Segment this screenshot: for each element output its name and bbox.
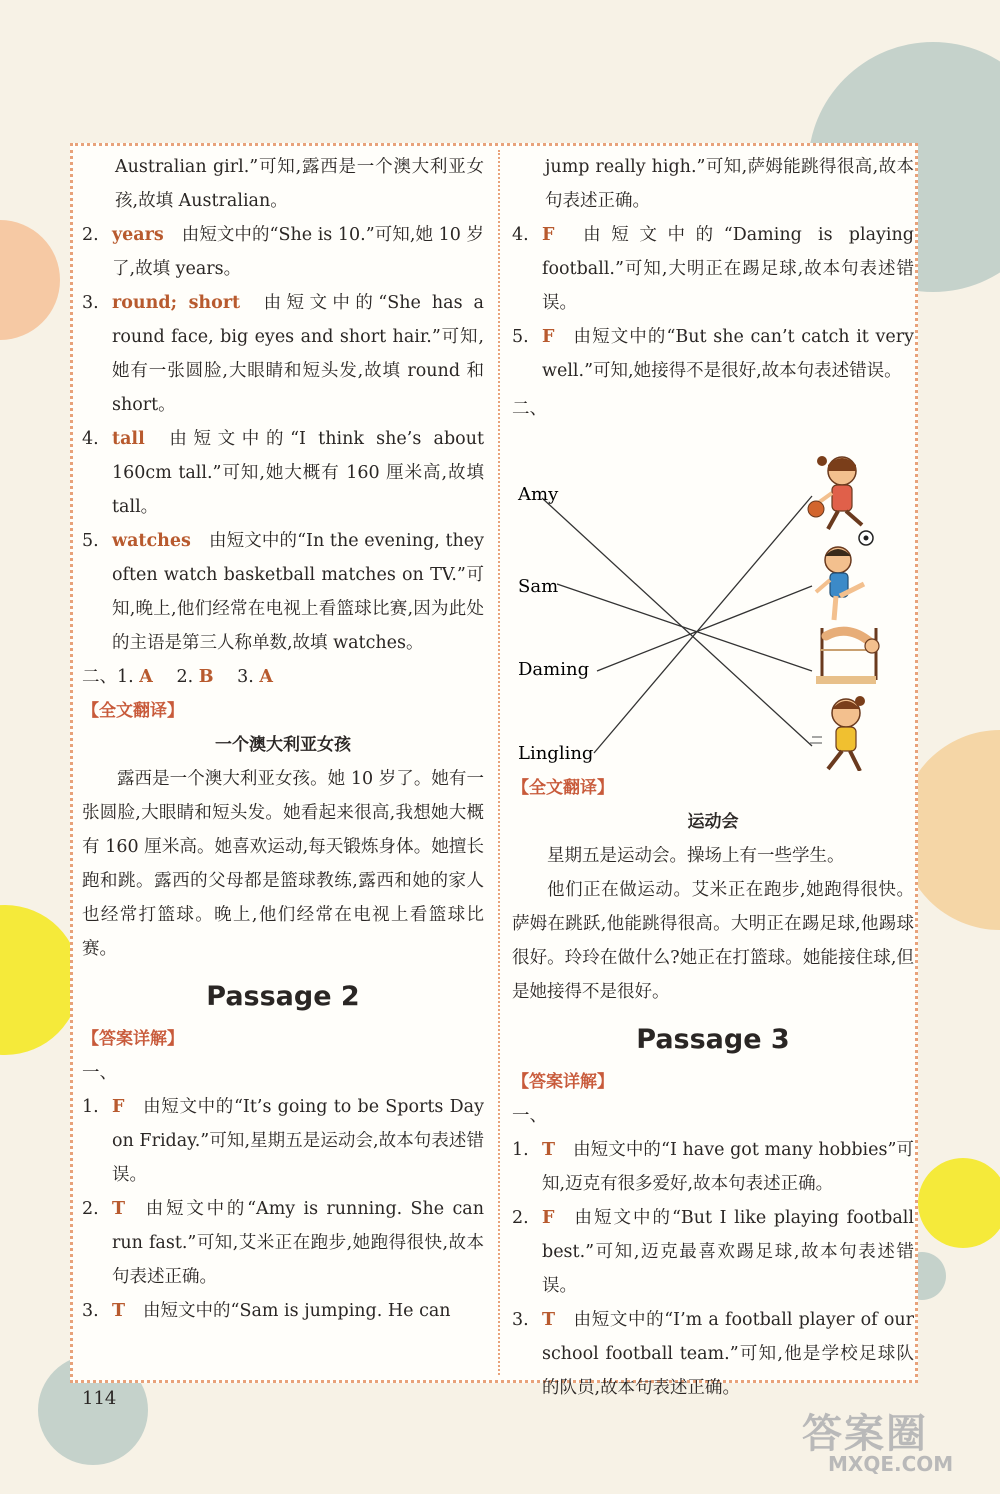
item-answer: F xyxy=(542,1208,555,1228)
translation-title: 一个澳大利亚女孩 xyxy=(215,735,351,755)
answer-tag: 【答案详解】 xyxy=(82,1029,184,1049)
item-body xyxy=(112,524,484,660)
item-body xyxy=(545,150,914,218)
item-body xyxy=(115,150,484,218)
name-lingling: Lingling xyxy=(518,743,594,764)
decor-circle-yellow-right xyxy=(918,1158,1000,1248)
answer-2: B xyxy=(198,667,214,687)
running-girl-icon xyxy=(810,696,865,771)
high-jump-icon xyxy=(816,628,879,684)
item-answer: T xyxy=(542,1310,556,1330)
item-answer: tall xyxy=(112,429,145,449)
name-sam: Sam xyxy=(518,576,559,597)
translation-text: 露西是一个澳大利亚女孩。她 10 岁了。她有一张圆脸,大眼睛和短头发。她看起来很高,我想她大概有 160 厘米高。她喜欢运动,每天锻炼身体。她擅长跑和跳。露西的父母都是篮球教练,露西和她的家人也经常打篮球。晚上,他们经常在电视上看篮球比赛。 xyxy=(82,769,484,959)
name-amy: Amy xyxy=(518,484,559,505)
item-answer: F xyxy=(112,1097,125,1117)
answer-item xyxy=(82,218,484,286)
item-body xyxy=(112,286,484,422)
answer-item xyxy=(82,1294,484,1328)
item-body xyxy=(112,1294,484,1328)
football-boy-icon xyxy=(816,531,873,620)
answer-item xyxy=(512,1303,914,1405)
item-body xyxy=(112,218,484,286)
answer-tag-right: 【答案详解】 xyxy=(512,1072,614,1092)
item-explanation: 由短文中的“In the evening, they often watch basketball matches on TV.”可知,晚上,他们经常在电视上看篮球比赛,因为此处的主语是第三人称单数,故填 watches。 xyxy=(112,531,484,653)
item-body xyxy=(542,1303,914,1405)
answer-3: A xyxy=(259,667,273,687)
watermark-url: MXQE.COM xyxy=(828,1452,954,1476)
translation-p2: 他们正在做运动。艾米正在跑步,她跑得很快。萨姆在跳跃,他能跳得很高。大明正在踢足球,他踢球很好。玲玲在做什么?她正在打篮球。她能接住球,但是她接得不是很好。 xyxy=(512,880,914,1002)
item-answer: T xyxy=(542,1140,556,1160)
item-body xyxy=(112,1090,484,1192)
item-number: 1. xyxy=(82,1097,99,1117)
section-two-answers: 二、1. A 2. B 3. A xyxy=(82,667,273,687)
answer-item xyxy=(82,150,484,218)
answer-item xyxy=(512,150,914,218)
item-explanation: 由短文中的“It’s going to be Sports Day on Friday.”可知,星期五是运动会,故本句表述错误。 xyxy=(112,1097,484,1185)
item-number: 4. xyxy=(512,225,529,245)
item-answer: round; short xyxy=(112,293,241,313)
section-two-label: 二、 xyxy=(512,399,547,419)
section-one-label: 一、 xyxy=(82,1063,117,1083)
match-line-sam xyxy=(557,584,812,671)
item-body xyxy=(112,422,484,524)
item-number: 1. xyxy=(512,1140,529,1160)
passage-3-title: Passage 3 xyxy=(636,1024,790,1055)
answer-item xyxy=(512,320,914,388)
item-explanation: 由短文中的“Daming is playing football.”可知,大明正在踢足球,故本句表述错误。 xyxy=(542,225,914,313)
item-explanation: 由短文中的“But I like playing football best.”可知,迈克最喜欢踢足球,故本句表述错误。 xyxy=(542,1208,914,1296)
section-one-label-right: 一、 xyxy=(512,1106,547,1126)
right-column xyxy=(512,150,914,1405)
answer-item xyxy=(82,1192,484,1294)
answer-item xyxy=(82,422,484,524)
translation-title-right: 运动会 xyxy=(687,812,739,832)
item-explanation: 由短文中的“I have got many hobbies”可知,迈克有很多爱好,故本句表述正确。 xyxy=(542,1140,914,1194)
item-answer: T xyxy=(112,1199,126,1219)
item-answer: F xyxy=(542,327,555,347)
item-body xyxy=(112,1192,484,1294)
item-number: 4. xyxy=(82,429,99,449)
column-divider xyxy=(498,150,500,1375)
translation-tag-right: 【全文翻译】 xyxy=(512,778,614,798)
item-number: 2. xyxy=(512,1208,529,1228)
item-answer: T xyxy=(112,1301,126,1321)
match-line-lingling xyxy=(594,496,812,753)
passage-2-title: Passage 2 xyxy=(206,981,360,1012)
item-explanation: 由短文中的“But she can’t catch it very well.”可知,她接得不是很好,故本句表述错误。 xyxy=(542,327,914,381)
item-explanation: jump really high.”可知,萨姆能跳得很高,故本句表述正确。 xyxy=(545,157,914,211)
answer-item xyxy=(82,286,484,422)
item-explanation: 由短文中的“I’m a football player of our school football team.”可知,他是学校足球队的队员,故本句表述正确。 xyxy=(542,1310,914,1398)
answer-item xyxy=(512,1133,914,1201)
answer-1: A xyxy=(139,667,153,687)
answer-item xyxy=(512,1201,914,1303)
item-explanation: 由短文中的“I think she’s about 160cm tall.”可知,她大概有 160 厘米高,故填 tall。 xyxy=(112,429,484,517)
item-explanation: 由短文中的“Sam is jumping. He can xyxy=(143,1301,451,1321)
item-number: 5. xyxy=(82,531,99,551)
item-body xyxy=(542,1201,914,1303)
match-line-amy xyxy=(542,498,812,746)
answer-item xyxy=(512,218,914,320)
decor-circle-yellow-left xyxy=(0,905,80,1055)
decor-circle-peach-left xyxy=(0,220,60,340)
item-number: 2. xyxy=(82,1199,99,1219)
item-number: 5. xyxy=(512,327,529,347)
page-number: 114 xyxy=(82,1388,117,1409)
translation-p1: 星期五是运动会。操场上有一些学生。 xyxy=(547,846,845,866)
item-explanation: 由短文中的“She is 10.”可知,她 10 岁了,故填 years。 xyxy=(112,225,484,279)
matching-diagram xyxy=(512,426,914,771)
item-number: 3. xyxy=(82,293,99,313)
name-daming: Daming xyxy=(518,659,590,680)
item-answer: watches xyxy=(112,531,191,551)
item-body xyxy=(542,320,914,388)
answer-item xyxy=(82,524,484,660)
translation-tag: 【全文翻译】 xyxy=(82,701,184,721)
item-number: 3. xyxy=(82,1301,99,1321)
watermark-main: 答案圈 xyxy=(802,1411,928,1457)
item-explanation: 由短文中的“She has a round face, big eyes and short hair.”可知,她有一张圆脸,大眼睛和短头发,故填 round 和 short。 xyxy=(112,293,484,415)
item-answer: years xyxy=(112,225,164,245)
matching-svg xyxy=(512,426,914,771)
match-line-daming xyxy=(597,586,812,671)
answer-item xyxy=(82,1090,484,1192)
item-answer: F xyxy=(542,225,555,245)
item-number: 3. xyxy=(512,1310,529,1330)
item-body xyxy=(542,218,914,320)
watermark xyxy=(802,1402,954,1476)
left-column xyxy=(82,150,484,1328)
item-explanation: Australian girl.”可知,露西是一个澳大利亚女孩,故填 Australian。 xyxy=(115,157,484,211)
item-explanation: 由短文中的“Amy is running. She can run fast.”可知,艾米正在跑步,她跑得很快,故本句表述正确。 xyxy=(112,1199,484,1287)
item-body xyxy=(542,1133,914,1201)
item-number: 2. xyxy=(82,225,99,245)
basketball-girl-icon xyxy=(808,456,862,529)
